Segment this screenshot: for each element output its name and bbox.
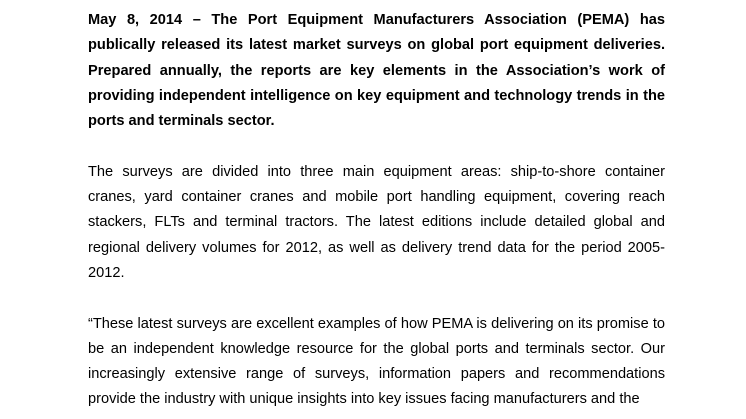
document-body [88,8,665,419]
lead-paragraph: May 8, 2014 – The Port Equipment Manufacturers Association (PEMA) has publically released its latest market surveys on global port equipment deliveries. Prepared annually, the reports are key elements in the Association’s work of providing independent intelligence on key equipment and technology trends in the ports and terminals sector. [88,12,665,130]
quote-paragraph: “These latest surveys are excellent examples of how PEMA is delivering on its promise to be an independent knowledge resource for the global ports and terminals sector. Our increasingly extensive range of surveys, information papers and recommendations provide the industry with unique insights into key issues facing manufacturers and the [88,315,665,408]
surveys-paragraph: The surveys are divided into three main equipment areas: ship-to-shore container cranes, yard container cranes and mobile port handling equipment, covering reach stackers, FLTs and terminal tractors. The latest editions include detailed global and regional delivery volumes for 2012, as well as delivery trend data for the period 2005-2012. [88,163,665,281]
